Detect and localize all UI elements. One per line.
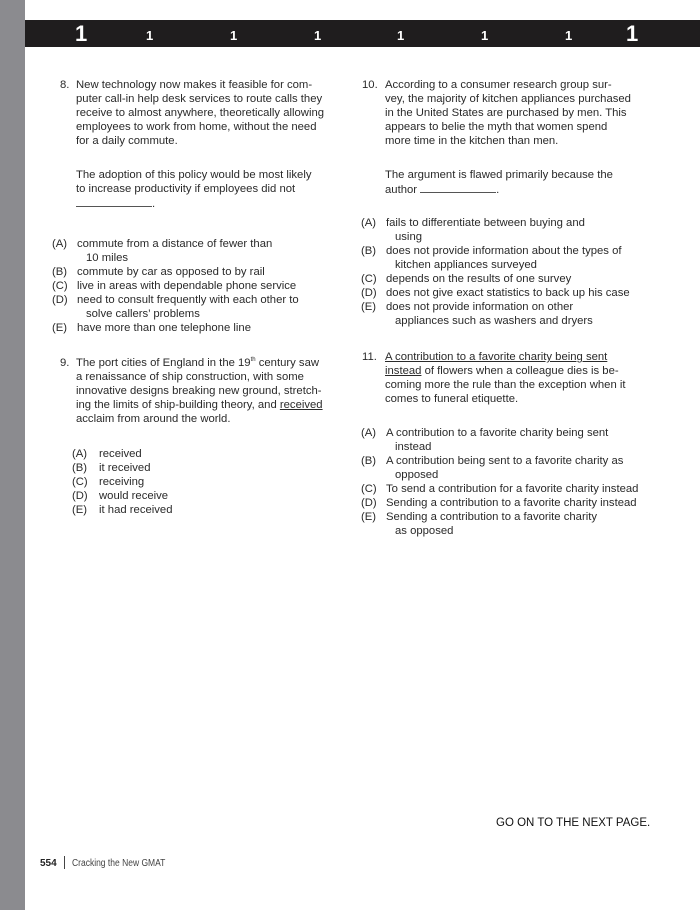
stem-text: of flowers when a colleague dies is be- — [421, 365, 619, 377]
choice-text: fails to differentiate between buying and — [386, 217, 585, 229]
question-stem — [76, 78, 324, 148]
question-stem — [385, 350, 626, 406]
stem-text: innovative designs breaking new ground, stretch- — [76, 385, 322, 397]
choice-label: (A) — [72, 448, 88, 460]
choice-text: received — [99, 448, 142, 460]
stem-text: to increase productivity if employees did not — [76, 183, 296, 195]
choice-label: (B) — [361, 455, 377, 467]
stem-line — [76, 106, 324, 120]
stem-text: The adoption of this policy would be most likely — [76, 169, 312, 181]
question-prompt — [385, 168, 613, 196]
choice-label: (D) — [52, 294, 68, 306]
choice-text: appliances such as washers and dryers — [395, 315, 593, 327]
stem-text: . — [152, 198, 156, 210]
choice-text: instead — [395, 441, 432, 453]
page-number: 554 — [40, 858, 57, 869]
choice-text: 10 miles — [86, 252, 129, 264]
choice-text: A contribution to a favorite charity being sent — [386, 427, 609, 439]
underlined-text: A contribution to a favorite charity being sent — [385, 351, 608, 363]
question-stem — [385, 78, 631, 148]
choice-text: receiving — [99, 476, 145, 488]
underlined-text: instead — [385, 365, 422, 377]
choice-label: (E) — [361, 301, 377, 313]
section-number: 1 — [146, 28, 154, 43]
choice-text: kitchen appliances surveyed — [395, 259, 537, 271]
choice-text: solve callers’ problems — [86, 308, 200, 320]
underlined-text: received — [279, 399, 323, 411]
stem-line — [385, 92, 631, 106]
choice-label: (B) — [72, 462, 88, 474]
choice-label: (E) — [52, 322, 68, 334]
choice-text: as opposed — [395, 525, 454, 537]
choice-text: does not provide information on other — [386, 301, 574, 313]
stem-line — [385, 364, 626, 378]
stem-line — [76, 168, 311, 182]
choice-label: (C) — [52, 280, 68, 292]
choice-text: A contribution being sent to a favorite charity as — [386, 455, 624, 467]
stem-line — [385, 350, 626, 364]
stem-line — [76, 196, 311, 210]
section-number: 1 — [626, 21, 639, 46]
go-on-next-page: GO ON TO THE NEXT PAGE. — [496, 817, 651, 829]
stem-text: more time in the kitchen than men. — [385, 135, 559, 147]
stem-line — [76, 120, 324, 134]
choice-text: using — [395, 231, 423, 243]
choice-label: (C) — [361, 483, 377, 495]
choice-label: (D) — [72, 490, 88, 502]
question-number: 11. — [362, 351, 377, 363]
stem-line — [385, 78, 631, 92]
page-edge-tab — [0, 0, 25, 910]
stem-text: According to a consumer research group sur- — [385, 79, 612, 91]
stem-text: appears to belie the myth that women spend — [385, 121, 608, 133]
choice-text: does not give exact statistics to back up his case — [386, 287, 630, 299]
stem-text: for a daily commute. — [76, 135, 178, 147]
choice-text: opposed — [395, 469, 439, 481]
stem-text: century saw — [255, 357, 320, 369]
choice-label: (A) — [361, 427, 377, 439]
stem-line — [385, 378, 626, 392]
choice-text: would receive — [99, 490, 169, 502]
stem-line — [76, 384, 323, 398]
stem-text: in the United States are purchased by men. This — [385, 107, 627, 119]
stem-line — [76, 370, 323, 384]
stem-text: puter call-in help desk services to route calls they — [76, 93, 323, 105]
stem-text: New technology now makes it feasible for com- — [76, 79, 313, 91]
stem-line — [385, 106, 631, 120]
stem-line — [76, 412, 323, 426]
stem-text: receive to almost anywhere, theoretically allowing — [76, 107, 325, 119]
choice-label: (D) — [361, 497, 377, 509]
choice-label: (A) — [361, 217, 377, 229]
choice-text: To send a contribution for a favorite charity instead — [386, 483, 639, 495]
stem-text: comes to funeral etiquette. — [385, 393, 519, 405]
stem-line — [385, 134, 631, 148]
choice-text: Sending a contribution to a favorite charity — [386, 511, 598, 523]
section-header-bar — [25, 20, 700, 47]
stem-line — [76, 398, 323, 412]
section-number: 1 — [481, 28, 489, 43]
stem-line — [385, 182, 613, 196]
choice-label: (C) — [72, 476, 88, 488]
stem-line — [385, 392, 626, 406]
choice-text: it received — [99, 462, 151, 474]
section-number: 1 — [75, 21, 88, 46]
choice-text: live in areas with dependable phone service — [77, 280, 297, 292]
stem-line — [76, 92, 324, 106]
choice-label: (C) — [361, 273, 377, 285]
choice-text: depends on the results of one survey — [386, 273, 572, 285]
question-number: 9. — [60, 357, 70, 369]
stem-line — [76, 182, 311, 196]
stem-text: a renaissance of ship construction, with some — [76, 371, 304, 383]
section-number: 1 — [565, 28, 573, 43]
section-number: 1 — [397, 28, 405, 43]
book-title: Cracking the New GMAT — [71, 858, 166, 869]
stem-text: ing the limits of ship-building theory, and — [76, 399, 280, 411]
superscript: th — [250, 357, 256, 363]
choice-text: it had received — [99, 504, 173, 516]
stem-text: acclaim from around the world. — [76, 413, 231, 425]
stem-line — [76, 78, 324, 92]
section-number: 1 — [230, 28, 238, 43]
stem-text: vey, the majority of kitchen appliances purchased — [385, 93, 631, 105]
choice-label: (A) — [52, 238, 68, 250]
stem-text: coming more the rule than the exception when it — [385, 379, 626, 391]
stem-line — [76, 356, 323, 370]
choice-text: commute by car as opposed to by rail — [77, 266, 265, 278]
answer-blank — [420, 182, 496, 193]
choice-text: does not provide information about the types of — [386, 245, 622, 257]
stem-text: The argument is flawed primarily because the — [385, 169, 613, 181]
stem-text: The port cities of England in the 19 — [76, 357, 251, 369]
stem-text: . — [496, 184, 500, 196]
answer-blank — [76, 196, 152, 207]
footer-divider — [64, 856, 65, 869]
stem-text: author — [385, 184, 421, 196]
choice-text: need to consult frequently with each other to — [77, 294, 299, 306]
choice-text: Sending a contribution to a favorite charity instead — [386, 497, 637, 509]
stem-line — [385, 168, 613, 182]
question-number: 10. — [362, 79, 378, 91]
choice-label: (E) — [72, 504, 88, 516]
stem-line — [385, 120, 631, 134]
choice-label: (B) — [361, 245, 377, 257]
question-prompt — [76, 168, 311, 210]
choice-text: have more than one telephone line — [77, 322, 251, 334]
section-number: 1 — [314, 28, 322, 43]
question-stem — [76, 356, 323, 426]
stem-text: employees to work from home, without the need — [76, 121, 317, 133]
stem-line — [76, 134, 324, 148]
choice-label: (D) — [361, 287, 377, 299]
page-footer — [40, 856, 182, 869]
choice-text: commute from a distance of fewer than — [77, 238, 273, 250]
choice-label: (E) — [361, 511, 377, 523]
question-number: 8. — [60, 79, 70, 91]
choice-label: (B) — [52, 266, 68, 278]
